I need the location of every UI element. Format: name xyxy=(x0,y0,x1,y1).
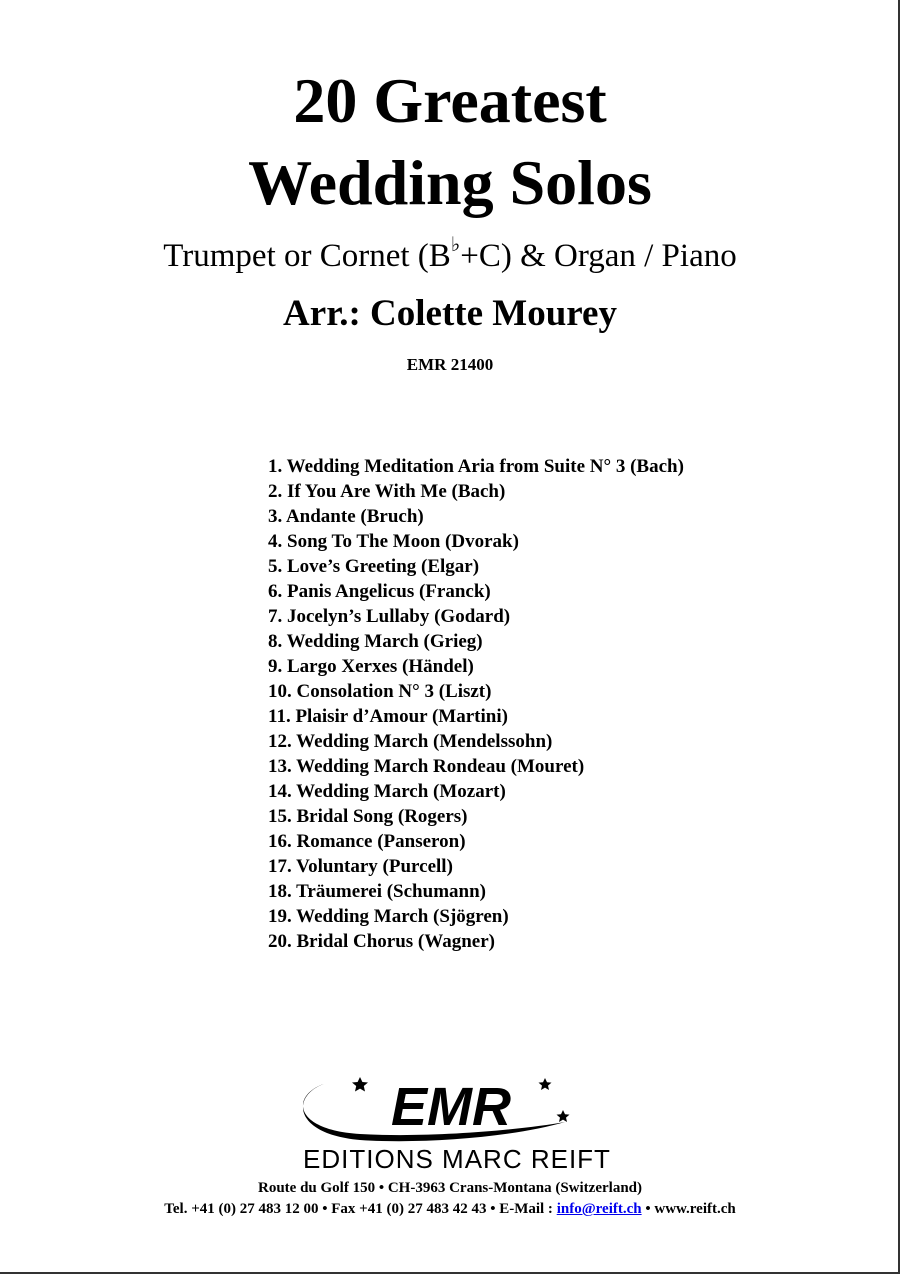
star-icon xyxy=(352,1077,368,1092)
publisher-logo xyxy=(0,1072,900,1172)
contents-item: 4. Song To The Moon (Dvorak) xyxy=(268,531,519,552)
contents-item: 14. Wedding March (Mozart) xyxy=(268,781,506,802)
contents-item: 1. Wedding Meditation Aria from Suite N° 3 (Bach) xyxy=(268,456,684,477)
star-icon xyxy=(539,1078,552,1090)
publisher-name: EDITIONS MARC REIFT xyxy=(303,1144,611,1172)
flat-symbol: ♭ xyxy=(450,234,461,256)
contents-item: 10. Consolation N° 3 (Liszt) xyxy=(268,681,492,702)
catalog-code: EMR 21400 xyxy=(406,355,494,374)
publisher-address: Route du Golf 150 • CH-3963 Crans-Montana (Switzerland) xyxy=(258,1180,642,1196)
star-icon xyxy=(557,1110,570,1122)
contents-item: 13. Wedding March Rondeau (Mouret) xyxy=(268,756,585,777)
contents-list xyxy=(268,454,684,954)
contents-item: 20. Bridal Chorus (Wagner) xyxy=(268,931,495,952)
contents-item: 3. Andante (Bruch) xyxy=(268,506,424,527)
arranger: Arr.: Colette Mourey xyxy=(283,293,617,334)
contents-item: 11. Plaisir d’Amour (Martini) xyxy=(268,706,508,727)
contents-item: 19. Wedding March (Sjögren) xyxy=(268,906,509,927)
title-line-2: Wedding Solos xyxy=(248,147,652,218)
contents-item: 7. Jocelyn’s Lullaby (Godard) xyxy=(268,606,511,627)
contents-item: 8. Wedding March (Grieg) xyxy=(268,631,483,652)
contents-item: 9. Largo Xerxes (Händel) xyxy=(268,656,474,677)
contents-item: 16. Romance (Panseron) xyxy=(268,831,466,852)
title-line-1: 20 Greatest xyxy=(293,65,607,136)
contents-item: 5. Love’s Greeting (Elgar) xyxy=(268,556,480,577)
contents-item: 18. Träumerei (Schumann) xyxy=(268,881,486,902)
emr-logo-text: EMR xyxy=(391,1077,511,1137)
email-link[interactable]: info@reift.ch xyxy=(556,1201,642,1217)
publisher-contact: Tel. +41 (0) 27 483 12 00 • Fax +41 (0) 27 483 42 43 • E-Mail : info@reift.ch • www.reift.ch xyxy=(164,1201,736,1217)
contents-item: 15. Bridal Song (Rogers) xyxy=(268,806,468,827)
contents-item: 17. Voluntary (Purcell) xyxy=(268,856,453,877)
contents-item: 6. Panis Angelicus (Franck) xyxy=(268,581,491,602)
contents-item: 2. If You Are With Me (Bach) xyxy=(268,481,506,502)
contents-item: 12. Wedding March (Mendelssohn) xyxy=(268,731,553,752)
instrumentation-subtitle: Trumpet or Cornet (B♭+C) & Organ / Piano xyxy=(163,234,737,274)
